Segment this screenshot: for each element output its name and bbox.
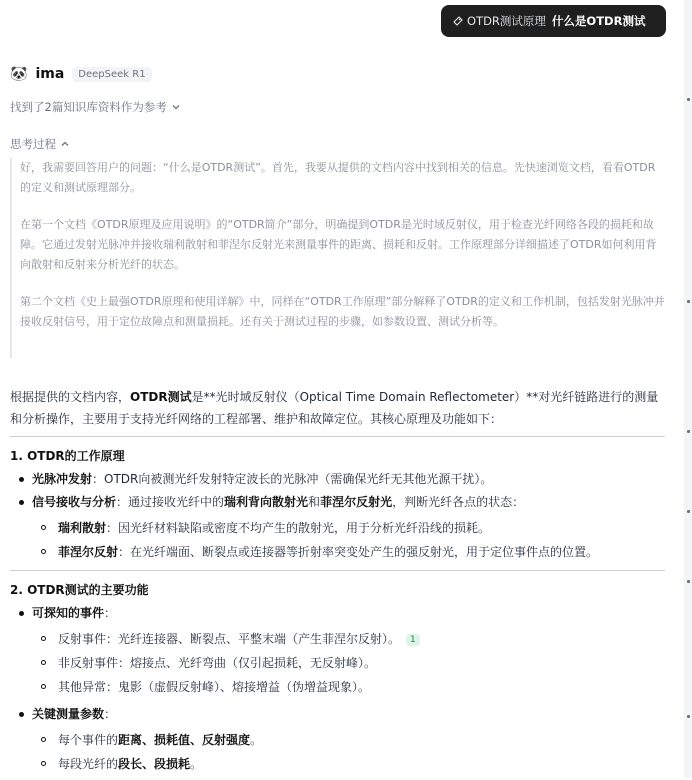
section-heading: 2. OTDR测试的主要功能 <box>10 583 149 597</box>
thinking-content <box>10 158 665 358</box>
item-text: ，判断光纤各点的状态： <box>392 495 525 509</box>
list-item <box>10 468 665 491</box>
sub-item-text: 每个事件的 <box>58 733 119 747</box>
model-tag: DeepSeek R1 <box>72 67 151 82</box>
sub-item-text: 其他异常：鬼影（虚假反射峰）、熔接增益（伪增益现象）。 <box>58 680 371 694</box>
sub-list <box>32 516 665 564</box>
sub-item-bold: 距离、损耗值、反射强度 <box>118 733 251 747</box>
sub-list-item <box>32 540 665 564</box>
item-text: ： <box>104 707 117 721</box>
item-text: ：通过接收光纤中的 <box>116 495 225 509</box>
intro-text: 是**光时域反射仪（Optical Time Domain Reflectometer）**对光纤链路进行的测量和分析操作，主要用于支持光纤网络的工程部署、维护和故障定位。其核心原理及功能如下： <box>10 390 659 426</box>
item-text: 和 <box>308 495 321 509</box>
thinking-paragraph: 在第一个文档《OTDR原理及应用说明》的“OTDR简介”部分，明确提到OTDR是光时域反射仪，用于检查光纤网络各段的损耗和故障。它通过发射光脉冲并接收瑞利散射和菲涅尔反射光来测量事件的距离、损耗和反射。工作原理部分详细描述了OTDR如何利用背向散射和反射来分析光纤的状态。 <box>20 218 657 271</box>
list-item <box>10 602 665 699</box>
item-bold: 菲涅尔反射光 <box>320 495 393 509</box>
user-question: 什么是OTDR测试 <box>551 14 646 28</box>
sub-list-item <box>32 651 665 675</box>
item-text: ：OTDR向被测光纤发射特定波长的光脉冲（需确保光纤无其他光源干扰）。 <box>92 472 493 486</box>
sub-item-label: 瑞利散射 <box>58 521 107 535</box>
chevron-down-icon <box>171 102 181 112</box>
sub-list-item <box>32 516 665 540</box>
list-item <box>10 703 665 776</box>
found-references-toggle[interactable] <box>10 99 181 115</box>
sub-list-item <box>32 627 665 651</box>
sub-list-item <box>32 728 665 752</box>
intro-bold-term: OTDR测试 <box>130 390 192 404</box>
item-label: 关键测量参数 <box>32 707 105 721</box>
sub-list-item <box>32 675 665 699</box>
thinking-paragraph: 好，我需要回答用户的问题：“什么是OTDR测试”。首先，我要从提供的文档内容中找到相关的信息。先快速浏览文档，看看OTDR的定义和测试原理部分。 <box>20 161 656 194</box>
sub-item-text: ：在光纤端面、断裂点或连接器等折射率突变处产生的强反射光，用于定位事件点的位置。 <box>118 545 599 559</box>
thinking-toggle[interactable] <box>10 136 70 152</box>
sub-item-text: 非反射事件：熔接点、光纤弯曲（仅引起损耗，无反射峰）。 <box>58 656 377 670</box>
list-item <box>10 491 665 564</box>
assistant-header <box>10 66 152 82</box>
sub-list-item <box>32 752 665 776</box>
item-label: 信号接收与分析 <box>32 495 117 509</box>
citation-badge[interactable]: 1 <box>406 634 420 646</box>
bullet-list <box>10 602 665 776</box>
sub-item-bold: 段长、段损耗 <box>118 757 191 771</box>
item-bold: 瑞利背向散射光 <box>224 495 309 509</box>
reference-label: OTDR测试原理 <box>467 14 546 28</box>
user-message-bubble <box>441 5 666 37</box>
divider <box>10 436 665 437</box>
section-heading: 1. OTDR的工作原理 <box>10 449 125 463</box>
sub-item-text: 。 <box>250 733 263 747</box>
item-text: ： <box>104 606 117 620</box>
sub-item-text: 反射事件：光纤连接器、断裂点、平整末端（产生菲涅尔反射）。 <box>58 632 401 646</box>
divider <box>10 570 665 571</box>
app-name: ima <box>35 66 65 82</box>
sub-item-text: 每段光纤的 <box>58 757 119 771</box>
panda-logo-icon: 🐼 <box>10 66 28 82</box>
sub-item-text: ：因光纤材料缺陷或密度不均产生的散射光，用于分析光纤沿线的损耗。 <box>106 521 491 535</box>
answer-intro <box>10 386 665 430</box>
found-references-label: 找到了2篇知识库资料作为参考 <box>10 100 167 114</box>
sub-list <box>32 728 665 776</box>
intro-text: 根据提供的文档内容， <box>10 390 131 404</box>
thinking-toggle-label: 思考过程 <box>10 137 56 151</box>
sub-item-label: 菲涅尔反射 <box>58 545 119 559</box>
scroll-rail[interactable] <box>684 0 692 778</box>
answer-content <box>10 386 665 780</box>
sub-item-text: 。 <box>190 757 203 771</box>
thinking-paragraph: 第二个文档《史上最强OTDR原理和使用详解》中，同样在“OTDR工作原理”部分解释了OTDR的定义和工作机制，包括发射光脉冲并接收反射信号，用于定位故障点和测量损耗。还有关于测试过程的步骤，如参数设置、测试分析等。 <box>20 295 665 328</box>
sub-list <box>32 627 665 699</box>
chevron-up-icon <box>60 139 70 149</box>
link-icon <box>453 16 463 26</box>
bullet-list <box>10 468 665 564</box>
item-label: 光脉冲发射 <box>32 472 93 486</box>
item-label: 可探知的事件 <box>32 606 105 620</box>
reference-tag[interactable] <box>453 13 546 29</box>
